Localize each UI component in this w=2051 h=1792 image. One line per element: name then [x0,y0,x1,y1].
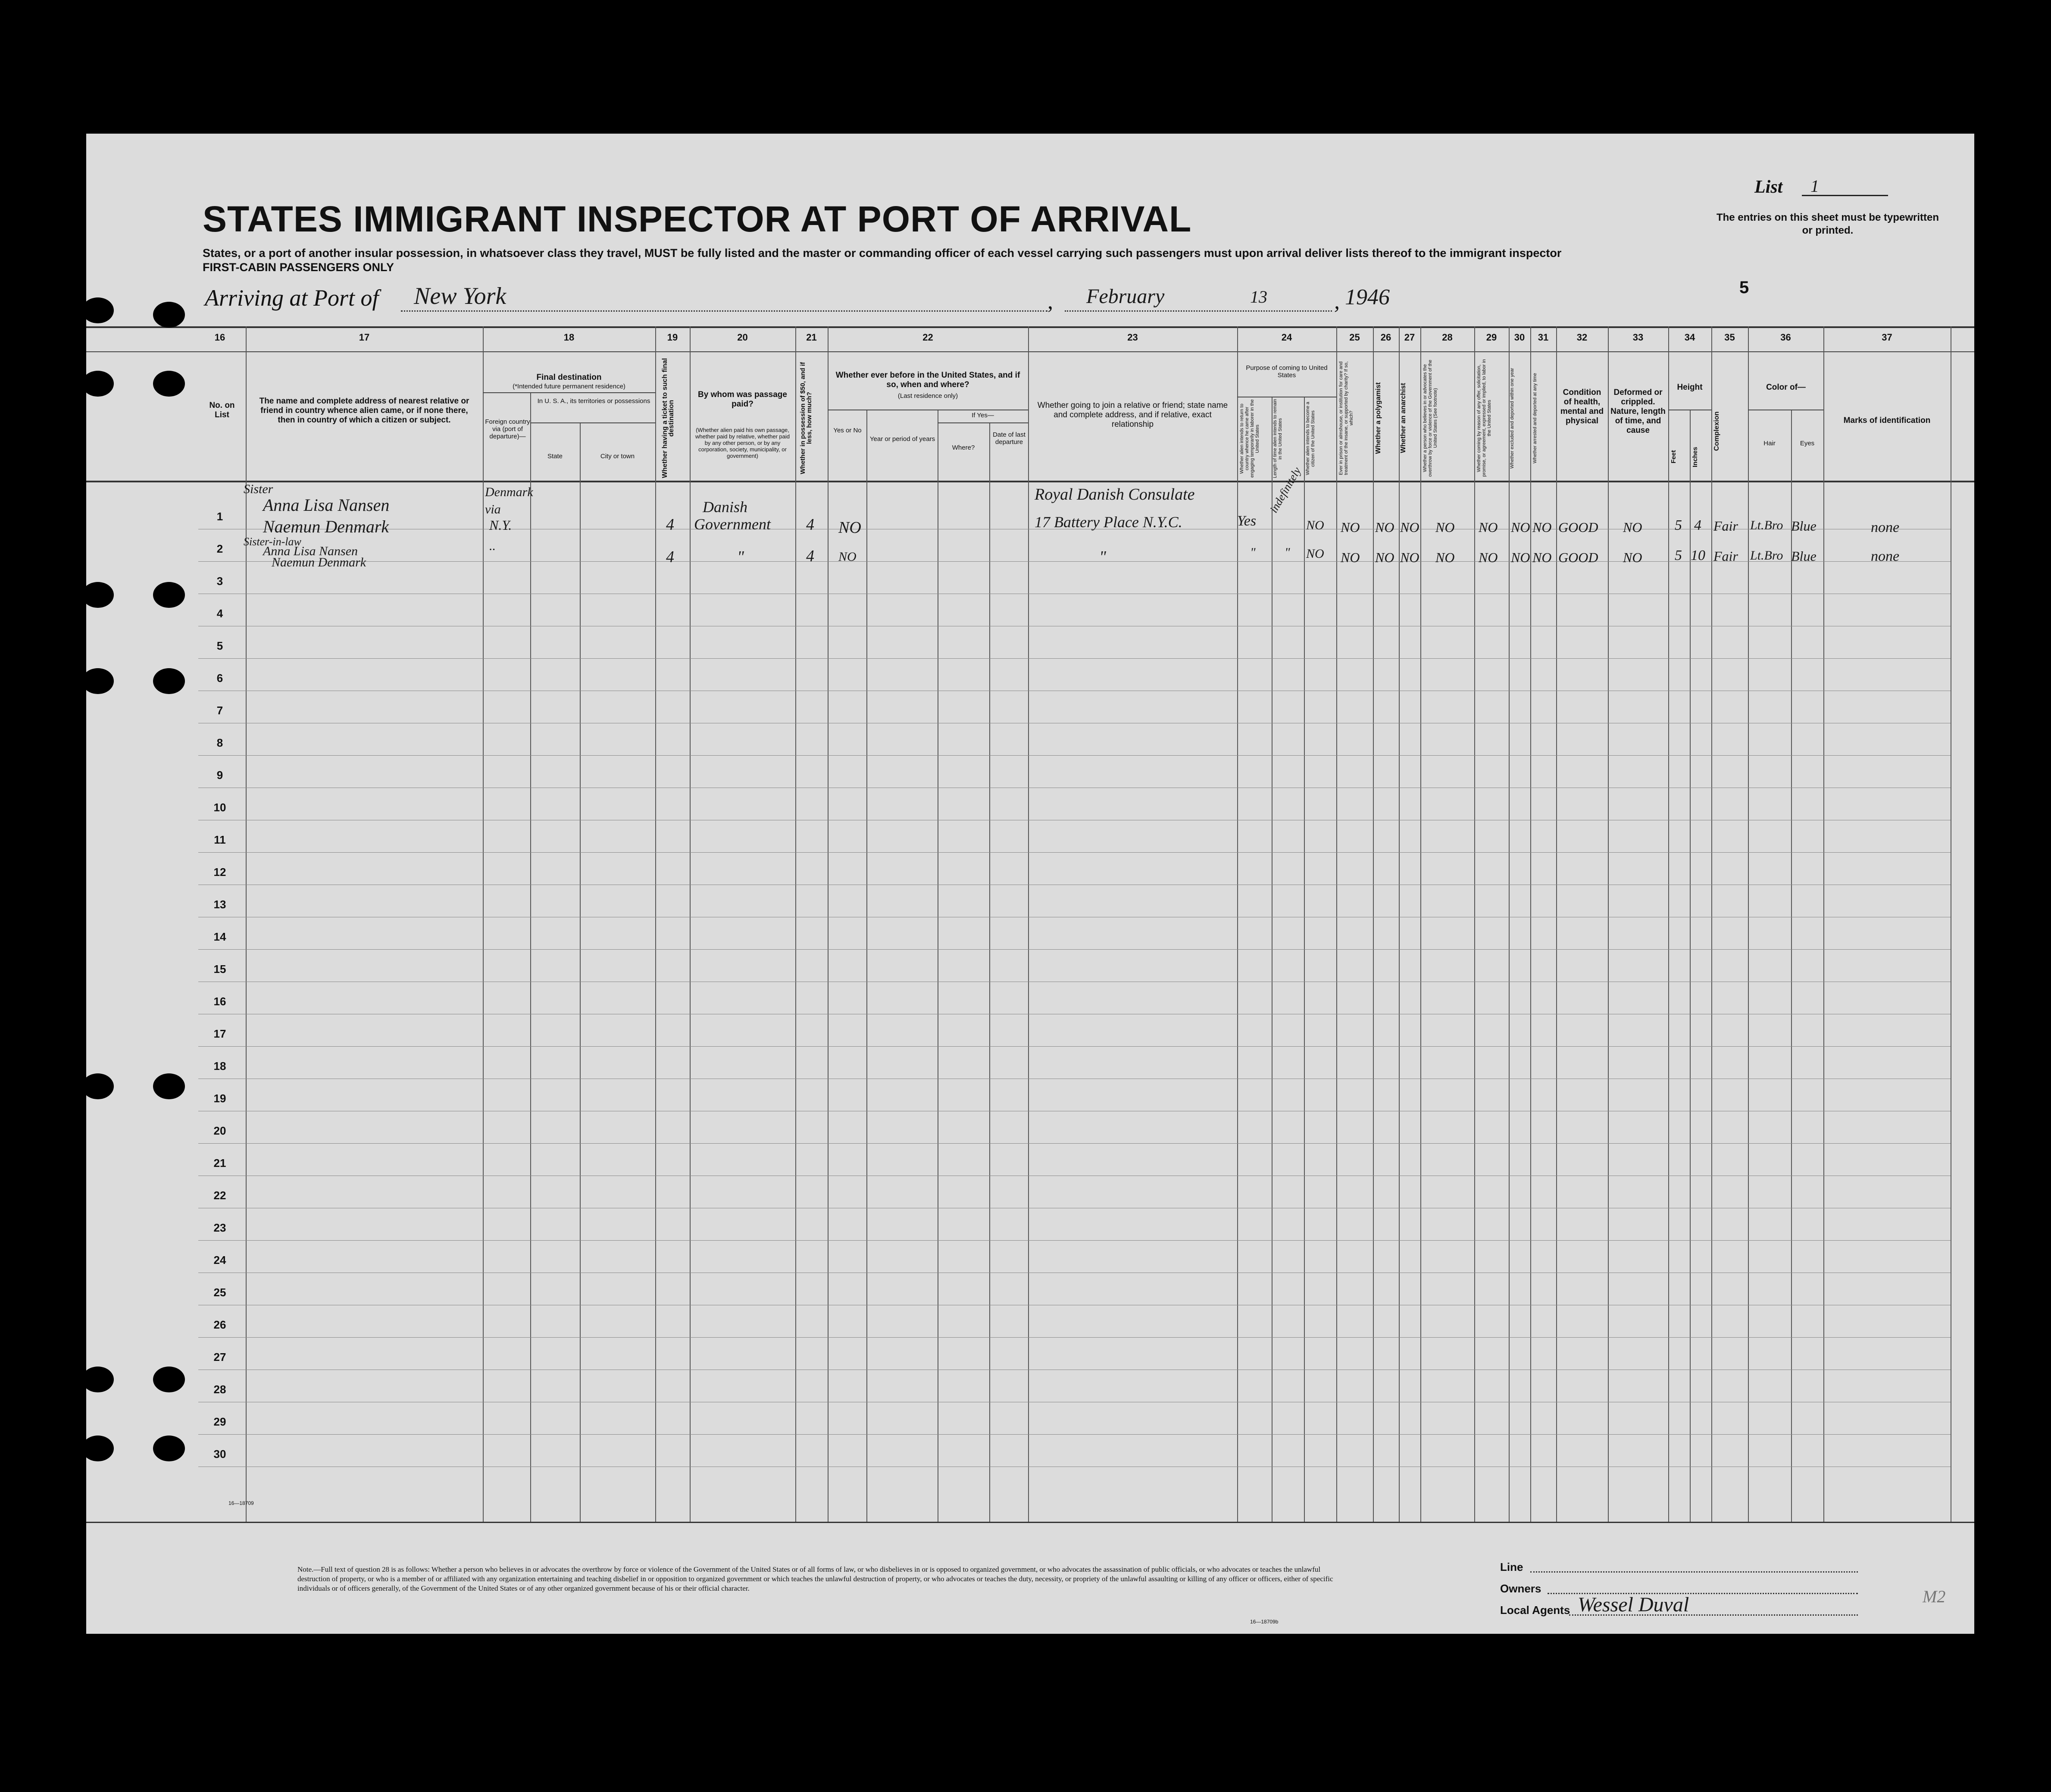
header-marks: Marks of identification [1843,416,1931,425]
header-final-destination: Final destination [536,373,602,382]
col-rule-19 [690,326,691,1522]
r1-join-b: 17 Battery Place N.Y.C. [1035,513,1182,531]
row-rule [198,561,1951,562]
col-rule-34 [1711,326,1712,1522]
row-number: 1 [216,510,223,523]
rule-22-sub2 [938,422,1028,423]
row-rule [198,1337,1951,1338]
colnum-17: 17 [359,332,370,343]
punch-hole [153,302,185,328]
colnum-20: 20 [737,332,748,343]
row-number: 18 [213,1060,226,1073]
r2-col25: NO [1341,550,1360,565]
r1-eyes: Blue [1791,518,1817,534]
punch-hole [82,1073,114,1099]
row-number: 25 [213,1286,226,1299]
col-rule-36a [1791,410,1792,1522]
instructions: States, or a port of another insular possession, in whatsoever class they travel, MUST be fully listed and the master or commanding officer of each vessel carrying such passengers must upon arrival deliver lists thereof to the immigrant inspector [203,247,1562,260]
arrival-year: 1946 [1345,285,1390,310]
header-ticket: Whether having a ticket to such final destination [661,358,675,478]
r1-col31: NO [1532,519,1552,535]
col-rule-33 [1668,326,1669,1522]
row-number: 28 [213,1383,226,1396]
colnum-28: 28 [1442,332,1453,343]
header-labor-offer: Whether coming by reason of any offer, solicitation, promise, or agreement, expressed or implied, to labor in the United States [1476,359,1492,477]
col-rule-25 [1373,326,1374,1522]
row-number: 26 [213,1318,226,1331]
header-overthrow: Whether a person who believes in or advocates the overthrow by force or violence of the Government of the United States (See footnote) [1423,360,1438,477]
header-anarchist: Whether an anarchist [1400,383,1407,453]
punch-hole [153,668,185,694]
print-code-right: 16—18709b [1250,1619,1279,1625]
colnum-rule [86,351,1974,352]
punch-hole [153,371,185,397]
col-rule-21 [828,326,829,1522]
header-money: Whether in possession of $50, and if less, how much? [799,362,813,475]
row-number: 7 [216,704,223,717]
r1-paid-by-b: Government [694,516,771,533]
header-feet: Feet [1670,450,1677,464]
header-complexion: Complexion [1713,411,1720,451]
rule-18-sub2 [530,422,655,423]
header-foreign-country: Foreign country via (port of departure)— [485,418,530,440]
col-rule-23 [1237,326,1238,1522]
typewritten-note: The entries on this sheet must be typewritten or printed. [1716,212,1939,236]
colnum-23: 23 [1127,332,1138,343]
col-rule-26 [1399,326,1400,1522]
colnum-18: 18 [563,332,575,343]
header-purpose-c: Whether alien intends to become a citizen of the United States [1305,402,1316,475]
arriving-label: Arriving at Port of [205,285,379,311]
row-number: 30 [213,1448,226,1460]
relative-1-address: Naemun Denmark [263,517,389,536]
header-eyes: Eyes [1800,440,1815,447]
page-title: STATES IMMIGRANT INSPECTOR AT PORT OF ARRIVAL [203,199,1192,239]
row-number: 8 [216,736,223,749]
row-number: 3 [216,575,223,588]
r2-health: GOOD [1558,550,1598,565]
row-number: 14 [213,930,226,943]
r1-col28: NO [1435,519,1455,535]
r1-inches: 4 [1694,517,1701,533]
r1-join-a: Royal Danish Consulate [1035,485,1195,504]
r1-citizen: NO [1306,518,1324,532]
r1-deformed: NO [1623,519,1642,535]
header-bottom-rule [86,481,1974,482]
port-name: New York [414,283,506,310]
header-health: Condition of health, mental and physical [1560,388,1604,425]
header-ever-before: Whether ever before in the United States, and if so, when and where? [835,371,1020,389]
header-color-of: Color of— [1766,383,1806,392]
margin-mark: M2 [1923,1587,1946,1606]
table-bottom-rule [86,1522,1974,1523]
punch-hole [82,371,114,397]
col-rule-31 [1556,326,1557,1522]
header-where: Where? [952,444,975,451]
row-number: 24 [213,1254,226,1267]
foreign-port: N.Y. [489,517,512,533]
r2-col29: NO [1479,550,1498,565]
row-number: 16 [213,995,226,1008]
header-purpose-a: Whether alien intends to return to country whence he came after engaging temporarily in laborer in the United States [1239,399,1260,478]
r2-citizen: NO [1306,547,1324,561]
col-rule-22 [1028,326,1029,1522]
header-passage-note: (Whether alien paid his own passage, whether paid by relative, whether paid by any other person, or by any corporation, society, municipality, or government) [695,427,790,459]
header-hair: Hair [1763,440,1776,447]
r1-health: GOOD [1558,519,1598,535]
header-no-on-list: No. on List [209,401,235,419]
list-label: List [1754,177,1783,197]
colnum-16: 16 [214,332,225,343]
r2-inches: 10 [1691,547,1705,563]
punch-hole [82,297,114,323]
header-arrested: Whether arrested and deported at any time [1532,373,1538,463]
col-rule-24b [1304,397,1305,1522]
date-dotted-line [1065,310,1332,312]
punch-hole [82,668,114,694]
comma-2: , [1334,289,1340,314]
row-rule [198,658,1951,659]
page-number: 5 [1739,278,1749,297]
foreign-country-1: Denmark [485,485,533,499]
colnum-36: 36 [1780,332,1791,343]
relationship-2: Sister-in-law [244,535,301,548]
col-rule-27 [1420,326,1421,1522]
r1-length: indefinitely [1267,465,1304,515]
row-number: 2 [216,542,223,555]
row-rule [198,1046,1951,1047]
r2-money: 4 [806,547,814,565]
r2-feet: 5 [1675,547,1682,563]
r2-join: " [1099,548,1106,566]
row-number: 20 [213,1124,226,1137]
r2-col26: NO [1375,550,1394,565]
col-rule-18b [580,422,581,1522]
footnote-q28: Note.—Full text of question 28 is as follows: Whether a person who believes in or advocates the overthrow by force or violence of the Government of the United States or of all forms of law, or who disbelieves in or is opposed to organized government, or who advocates the assassination of public officials, or who advocates or teaches the unlawful destruction of property, or who is a member of or affiliated with any organization entertaining and teaching disbelief in or opposition to organized government or which teaches the unlawful destruction of property, or who advocates or teaches the duty, necessity, or propriety of the unlawful assaulting or killing of any officer or officers, either of specific individuals or of officers generally, of the Government of the United States or of any other organized government because of his or their official character. [297,1565,1333,1592]
row-number: 10 [213,801,226,814]
colnum-29: 29 [1486,332,1497,343]
r2-paid-by: " [737,548,744,566]
r1-col25: NO [1341,519,1360,535]
header-prison: Ever in prison or almshouse, or institution for care and treatment of the insane, or supported by charity? If so, which? [1338,361,1354,475]
col-rule-28 [1474,326,1475,1522]
colnum-31: 31 [1538,332,1549,343]
r1-complexion: Fair [1713,518,1738,534]
row-rule [198,949,1951,950]
r2-complexion: Fair [1713,548,1738,564]
foreign-ditto: .. [489,539,496,553]
header-purpose-b: Length of time alien intends to remain in the United States [1272,399,1283,478]
header-inches: Inches [1691,447,1699,467]
r1-col29: NO [1479,519,1498,535]
row-number: 23 [213,1221,226,1234]
r1-hair: Lt.Bro [1750,518,1783,532]
col-rule-20 [795,326,796,1522]
r2-ever-before: NO [838,550,857,564]
r1-ever-before: NO [838,519,861,537]
row-rule [198,852,1951,853]
header-passage-paid: By whom was passage paid? [698,390,787,409]
r2-length: " [1285,545,1290,560]
relative-2-address: Naemun Denmark [272,555,366,569]
header-city: City or town [600,453,635,460]
punch-hole [153,582,185,608]
row-number: 11 [214,833,226,846]
row-rule [198,1240,1951,1241]
arrival-day: 13 [1250,287,1267,306]
col-rule-35 [1748,326,1749,1522]
col-rule-22a [866,410,867,1522]
row-number: 6 [216,672,223,685]
colnum-21: 21 [806,332,817,343]
row-number: 29 [213,1415,226,1428]
colnum-24: 24 [1281,332,1292,343]
row-rule [198,1434,1951,1435]
row-rule [198,755,1951,756]
col-rule-17 [483,326,484,1522]
r1-col26: NO [1375,519,1394,535]
col-rule-30 [1530,326,1531,1522]
r1-feet: 5 [1675,517,1682,533]
colnum-33: 33 [1632,332,1644,343]
print-code-left: 16—18709 [228,1500,254,1506]
header-last-residence: (Last residence only) [897,392,958,400]
r1-paid-by-a: Danish [703,498,748,516]
table-top-rule [86,326,1974,328]
col-rule-24 [1336,326,1337,1522]
col-rule-18a [530,392,531,1522]
row-number: 15 [213,963,226,976]
header-yes-no: Yes or No [833,427,862,434]
r1-marks: none [1871,519,1900,535]
line-dotted [1530,1571,1858,1573]
r2-col31: NO [1532,550,1552,565]
header-purpose: Purpose of coming to United States [1246,364,1328,379]
header-excluded: Whether excluded and deported within one year [1510,368,1515,469]
row-rule [198,1143,1951,1144]
r1-money: 4 [806,516,814,534]
row-number: 22 [213,1189,226,1202]
r2-eyes: Blue [1791,548,1817,564]
row-number: 21 [213,1157,226,1170]
relative-1-name: Anna Lisa Nansen [263,495,390,515]
colnum-37: 37 [1882,332,1892,343]
arrival-line [205,285,379,311]
colnum-35: 35 [1724,332,1735,343]
relationship-1: Sister [244,482,273,496]
header-year-period: Year or period of years [869,435,935,443]
r2-col28: NO [1435,550,1455,565]
foreign-via: via [485,502,501,516]
owners-label: Owners [1500,1582,1541,1595]
r2-hair: Lt.Bro [1750,548,1783,563]
header-nearest-relative: The name and complete address of nearest relative or friend in country whence alien came, or if none there, then in country of which a citizen or subject. [259,397,469,425]
header-height: Height [1677,383,1703,392]
agents-label: Local Agents [1500,1604,1570,1617]
colnum-34: 34 [1684,332,1695,343]
header-in-usa: In U. S. A., its territories or possessions [537,397,650,405]
r1-col30: NO [1511,519,1530,535]
colnum-26: 26 [1380,332,1391,343]
port-dotted-line [401,310,1047,312]
class-note: FIRST-CABIN PASSENGERS ONLY [203,261,394,274]
punch-hole [153,1435,185,1461]
colnum-25: 25 [1349,332,1360,343]
r1-ticket: 4 [666,516,674,534]
line-label: Line [1500,1561,1523,1573]
r2-ticket: 4 [666,548,674,566]
agents-signature: Wessel Duval [1578,1593,1689,1616]
r2-marks: none [1871,548,1900,564]
row-number: 13 [213,898,226,911]
colnum-30: 30 [1514,332,1525,343]
colnum-22: 22 [922,332,933,343]
row-number: 4 [216,607,223,620]
list-number: 1 [1810,176,1819,196]
header-deformed: Deformed or crippled. Nature, length of time, and cause [1610,388,1666,435]
header-state: State [547,453,563,460]
col-rule-29 [1509,326,1510,1522]
r1-purpose: Yes [1237,513,1257,529]
row-number: 12 [213,866,226,879]
row-number: 27 [213,1351,226,1364]
row-number: 19 [213,1092,226,1105]
punch-hole [82,1367,114,1392]
header-if-yes: If Yes— [972,412,994,419]
col-rule-36 [1823,326,1824,1522]
r1-col27: NO [1400,519,1419,535]
arrival-month: February [1086,285,1165,308]
rule-18-sub [483,392,655,393]
r2-col30: NO [1511,550,1530,565]
relative-2-name: Anna Lisa Nansen [263,544,358,558]
manifest-sheet [86,134,1974,1634]
r2-col27: NO [1400,550,1419,565]
col-rule-34a [1690,410,1691,1522]
header-final-destination-note: (*Intended future permanent residence) [513,383,625,390]
row-number: 5 [216,639,223,652]
r2-purpose: " [1250,545,1256,560]
punch-hole [82,1435,114,1461]
col-rule-32 [1608,326,1609,1522]
col-rule-16 [246,326,247,1522]
col-rule-22c [989,422,990,1522]
row-number: 17 [213,1027,226,1040]
colnum-19: 19 [667,332,678,343]
colnum-27: 27 [1404,332,1415,343]
comma-1: , [1047,289,1053,314]
row-number: 9 [216,769,223,782]
punch-hole [82,582,114,608]
header-last-departure: Date of last departure [993,431,1026,446]
r2-deformed: NO [1623,550,1642,565]
header-join-relative: Whether going to join a relative or friend; state name and complete address, and if relative, exact relationship [1037,401,1228,429]
colnum-32: 32 [1576,332,1588,343]
header-polygamist: Whether a polygamist [1375,382,1382,454]
punch-hole [153,1073,185,1099]
punch-hole [153,1367,185,1392]
col-rule-18 [655,326,656,1522]
